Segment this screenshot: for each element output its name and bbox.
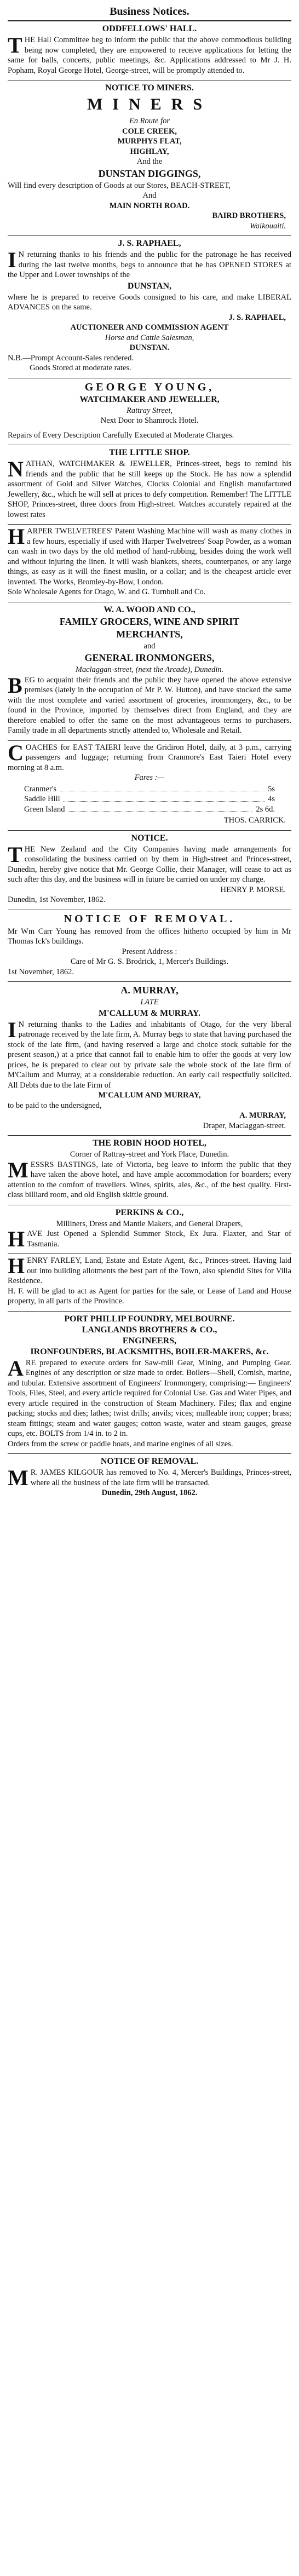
ad-body: EG to acquaint their friends and the public they have opened the above extensive premises (lately in the occupation of Mr P. W. Hutton), and have stocked the same with the most complete and varied assortment of groceries, ironmongery, &c., to be found in the Province, imported by themselves direct from England, and they are therefore enabled to offer the same on the most advantageous terms to purchasers. Family trade in all departments strictly attended to, Wholesale and Retail. [8, 675, 291, 735]
ad-notice-of-removal-kilgour [8, 1456, 291, 1498]
fare-price: 5s [268, 784, 275, 794]
ad-heading: J. S. RAPHAEL, [118, 239, 181, 248]
divider [8, 981, 291, 982]
ad-line: MURPHYS FLAT, [117, 137, 182, 146]
ad-line: MAIN NORTH ROAD. [109, 201, 190, 210]
ad-line: Goods Stored at moderate rates. [30, 364, 131, 372]
ad-display-line: FAMILY GROCERS, WINE AND SPIRIT [59, 616, 240, 627]
drop-cap: C [8, 742, 24, 765]
ad-coaches-east-taieri [8, 743, 291, 826]
ad-heading: NOTICE OF REMOVAL. [100, 1457, 199, 1466]
drop-cap: A [8, 1355, 24, 1381]
fare-destination: Green Island [24, 804, 65, 814]
ad-heading: NOTICE. [131, 833, 168, 843]
fare-price: 4s [268, 795, 275, 803]
drop-cap: H [8, 1256, 25, 1278]
ad-line: And the [136, 157, 163, 166]
ad-body: HE Hall Committee beg to inform the public that the above commodious building being now completed, they are empowered to receive applications for letting the same for balls, concerts, public meetings, &c. Applications addressed to Mr J. H. Popham, Royal George Hotel, George-street, will be promptly attended to. [8, 36, 291, 75]
ad-body: N returning thanks to the Ladies and inhabitants of Otago, for the very liberal patronage received by the late firm, A. Murray begs to state that having purchased the stock of the late firm, (and having reserved a large and choice stock suitable for the present season,) at a price that cannot fail to enable him to offer the goods at very low prices, he is prepared to clear out by private sale the whole stock of the late firm of M'Callum and Murray, at a considerable reduction. An early call respectfully solicited. All Debts due to the late Firm of [8, 1020, 291, 1090]
ad-display-line: GENERAL IRONMONGERS, [84, 652, 215, 663]
ad-body: ENRY FARLEY, Land, Estate and Estate Agent, &c., Princes-street. Having laid out into building allotments the best part of the Town, also splendid Sites for Villa Residence. [8, 1256, 291, 1285]
divider [8, 235, 291, 236]
ad-signature: Draper, Maclaggan-street. [203, 1121, 286, 1130]
ad-body: ARPER TWELVETREES' Patent Washing Machine will wash as many clothes in a few hours, especially if used with Harper Twelvetrees' Soap Powder, as a woman can wash in two days by the old method of hand-rubbing, besides doing the work well and without injuring the linen. It will wash blankets, sheets, counterpanes, or any large things, as easy as it will the finest muslin, or a collar; and is the cheapest article ever invented. The Works, Bromley-by-Bow, London. [8, 527, 291, 586]
ad-body: Mr Wm Carr Young has removed from the offices hitherto occupied by him in Mr Thomas Ick's buildings. [8, 927, 291, 946]
ad-wood-and-co [8, 604, 291, 736]
divider [8, 1135, 291, 1136]
ad-body: R. JAMES KILGOUR has removed to No. 4, Mercer's Buildings, Princes-street, where all the business of the late firm will be transacted. [30, 1468, 291, 1487]
ad-body: Sole Wholesale Agents for Otago, W. and G. Turnbull and Co. [8, 588, 206, 596]
ad-date: Dunedin, 29th August, 1862. [101, 1488, 198, 1497]
ad-line: Next Door to Shamrock Hotel. [100, 416, 199, 425]
ad-body: Will find every description of Goods at our Stores, BEACH-STREET, [8, 181, 231, 190]
ad-oddfellows-hall [8, 23, 291, 76]
leader-dots [68, 804, 252, 812]
ad-line: and [143, 641, 156, 651]
ad-notice-to-miners [8, 82, 291, 231]
fare-row [24, 804, 275, 815]
ad-heading: NOTICE OF REMOVAL. [64, 912, 235, 925]
drop-cap: H [8, 1227, 25, 1249]
ad-line: M'CALLUM & MURRAY. [99, 1008, 200, 1018]
fare-row [24, 794, 275, 804]
ad-signature: A. MURRAY, [239, 1111, 286, 1120]
ad-date: 1st November, 1862. [8, 967, 74, 976]
ad-line: IRONFOUNDERS, BLACKSMITHS, BOILER-MAKERS, &c. [30, 1347, 269, 1356]
leader-dots [60, 784, 264, 792]
ad-line: Milliners, Dress and Mantle Makers, and General Drapers, [56, 1219, 243, 1228]
ad-line: Horse and Cattle Salesman, [105, 333, 194, 342]
fare-row [24, 784, 275, 795]
divider [8, 80, 291, 81]
ad-body: Orders from the screw or paddle boats, and marine engines of all sizes. [8, 1439, 233, 1448]
ad-perkins [8, 1207, 291, 1250]
drop-cap: T [8, 33, 22, 58]
ad-george-young [8, 380, 291, 441]
ad-heading: NOTICE TO MINERS. [105, 83, 194, 93]
ad-line: Care of Mr G. S. Brodrick, 1, Mercer's Buildings. [70, 957, 229, 966]
ad-body: N returning thanks to his friends and the public for the patronage he has received during the last twelve months, begs to announce that he has OPENED STORES at the Upper and Lower townships of the [8, 250, 291, 279]
ad-line: And [142, 191, 157, 200]
ad-line: LANGLANDS BROTHERS & CO., [82, 1325, 217, 1335]
drop-cap: I [8, 1017, 16, 1042]
fare-destination: Saddle Hill [24, 795, 60, 803]
ad-body: H. F. will be glad to act as Agent for parties for the sale, or Lease of Land and House property, in all parts of the Province. [8, 1286, 291, 1306]
ad-line: WATCHMAKER AND JEWELLER, [79, 394, 220, 404]
divider [8, 740, 291, 741]
ad-notice-of-removal-young [8, 912, 291, 978]
fares-table [24, 784, 275, 815]
ad-line: Corner of Rattray-street and York Place, Dunedin. [70, 1150, 229, 1159]
ad-langlands-brothers [8, 1313, 291, 1450]
drop-cap: M [8, 1157, 28, 1182]
ad-body: OACHES for EAST TAIERI leave the Gridiron Hotel, daily, at 3 p.m., carrying passengers and luggage; returning from Cranmore's East Taieri Hotel every morning at 8 a.m. [8, 743, 291, 772]
ad-line: COLE CREEK, [122, 127, 177, 136]
divider [8, 20, 291, 21]
ad-body: where he is prepared to receive Goods consigned to his care, and make LIBERAL ADVANCES on the same. [8, 292, 291, 312]
ad-heading: PORT PHILLIP FOUNDRY, MELBOURNE. [64, 1314, 235, 1324]
divider [8, 1453, 291, 1454]
ad-line: M'CALLUM AND MURRAY, [98, 1091, 201, 1100]
ad-body: HE New Zealand and the City Companies having made arrangements for consolidating the business carried on by them in High-street and Princes-street, Dunedin, hereby give notice that Mr. George Collie, their Manager, will cease to act as such after this day, and the business will in future be carried on under my charge. [8, 844, 291, 884]
fare-destination: Cranmer's [24, 784, 56, 794]
ad-body: ATHAN, WATCHMAKER & JEWELLER, Princes-street, begs to remind his friends and the public that he still keeps up the Stock. He has now a splendid assortment of Gold and Silver Watches, Clocks Colonial and English manufactured Jewellery, &c., which he will sell at prices to defy competition. Remember! The LITTLE SHOP, Princes-street, three doors from High-street. Watches accurately repaired at the lowest rates [8, 459, 291, 519]
ad-heading: A. MURRAY, [120, 985, 179, 996]
ad-robin-hood-hotel [8, 1137, 291, 1200]
drop-cap: I [8, 248, 16, 272]
ad-harper-twelvetrees [8, 526, 291, 597]
ad-notice-morse [8, 832, 291, 905]
ad-signature: BAIRD BROTHERS, [212, 211, 286, 220]
ad-little-shop [8, 447, 291, 520]
ad-display-line: MINERS [87, 95, 212, 113]
ad-line: LATE [140, 998, 159, 1007]
ad-line: Present Address : [122, 947, 177, 956]
ad-display-line: DUNSTAN DIGGINGS, [98, 168, 201, 179]
ad-line: N.B.—Prompt Account-Sales rendered. [8, 353, 134, 363]
ad-heading: PERKINS & CO., [115, 1208, 184, 1217]
ad-signature: J. S. RAPHAEL, [228, 313, 286, 322]
divider [8, 1311, 291, 1312]
drop-cap: T [8, 842, 22, 867]
ad-line: ENGINEERS, [122, 1336, 177, 1346]
page-title: Business Notices. [110, 5, 189, 18]
drop-cap: H [8, 526, 25, 549]
ad-line: En Route for [129, 117, 170, 125]
ad-signature: HENRY P. MORSE. [220, 885, 286, 894]
ad-heading: W. A. WOOD AND CO., [104, 605, 196, 614]
ad-murray [8, 984, 291, 1131]
ad-body: RE prepared to execute orders for Saw-mill Gear, Mining, and Pumping Gear. Engines of any description or size made to order. Boilers—Shell, Cornish, marine, and tubular. Extensive assortment of Engineers' Ironmongery, comprising:— Engineers' Tools, Files, Steel, and every article required for Colonial Use. Gas and Water Pipes, and every article required in the construction of Steam Machinery. Files; flax and engine packing; stocks and dies; lathes; twist drills; anvils; vices; malleable iron; copper; brass; steam fittings; steam and water gauges; cotton waste, water and steam gauges, grease cups, etc. BOLTS from 1/4 in. to 2 in. [8, 1358, 291, 1438]
ad-body: ESSRS BASTINGS, late of Victoria, beg leave to inform the public that they have taken the above hotel, and have ample accommodation for boarders; every attention to the comfort of travellers. Wines, spirits, ales, &c., of the best quality. First-class billiard room, and old English skittle ground. [8, 1160, 291, 1199]
ad-display-line: DUNSTAN, [127, 281, 172, 291]
ad-line: HIGHLAY, [130, 147, 169, 156]
ad-heading: THE ROBIN HOOD HOTEL, [92, 1138, 207, 1148]
ad-display-line: GEORGE YOUNG, [84, 381, 215, 393]
divider [8, 524, 291, 525]
ad-signature: THOS. CARRICK. [223, 816, 286, 825]
ad-henry-farley [8, 1256, 291, 1307]
ad-heading: THE LITTLE SHOP. [109, 448, 190, 457]
leader-dots [64, 794, 264, 802]
ad-line: Rattray Street, [126, 406, 173, 415]
ad-heading: ODDFELLOWS' HALL. [102, 24, 197, 33]
ad-display-line: MERCHANTS, [116, 628, 183, 640]
ad-body: AVE Just Opened a Splendid Summer Stock, Ex Jura. Flaxter, and Star of Tasmania. [27, 1229, 291, 1249]
ad-line: AUCTIONEER AND COMMISSION AGENT [70, 323, 229, 332]
divider [8, 830, 291, 831]
ad-line: Maclaggan-street, (next the Arcade), Dunedin. [75, 665, 224, 674]
drop-cap: M [8, 1465, 28, 1490]
fares-label: Fares :— [134, 773, 165, 782]
ad-signature-place: Waikouaiti. [250, 221, 286, 231]
drop-cap: N [8, 457, 24, 481]
drop-cap: B [8, 672, 22, 698]
ad-date: Dunedin, 1st November, 1862. [8, 895, 106, 904]
fare-price: 2s 6d. [256, 804, 275, 814]
ad-raphael [8, 238, 291, 373]
ad-line: DUNSTAN. [129, 343, 170, 352]
ad-body: Repairs of Every Description Carefully Executed at Moderate Charges. [8, 430, 234, 440]
ad-body: to be paid to the undersigned, [8, 1101, 102, 1110]
